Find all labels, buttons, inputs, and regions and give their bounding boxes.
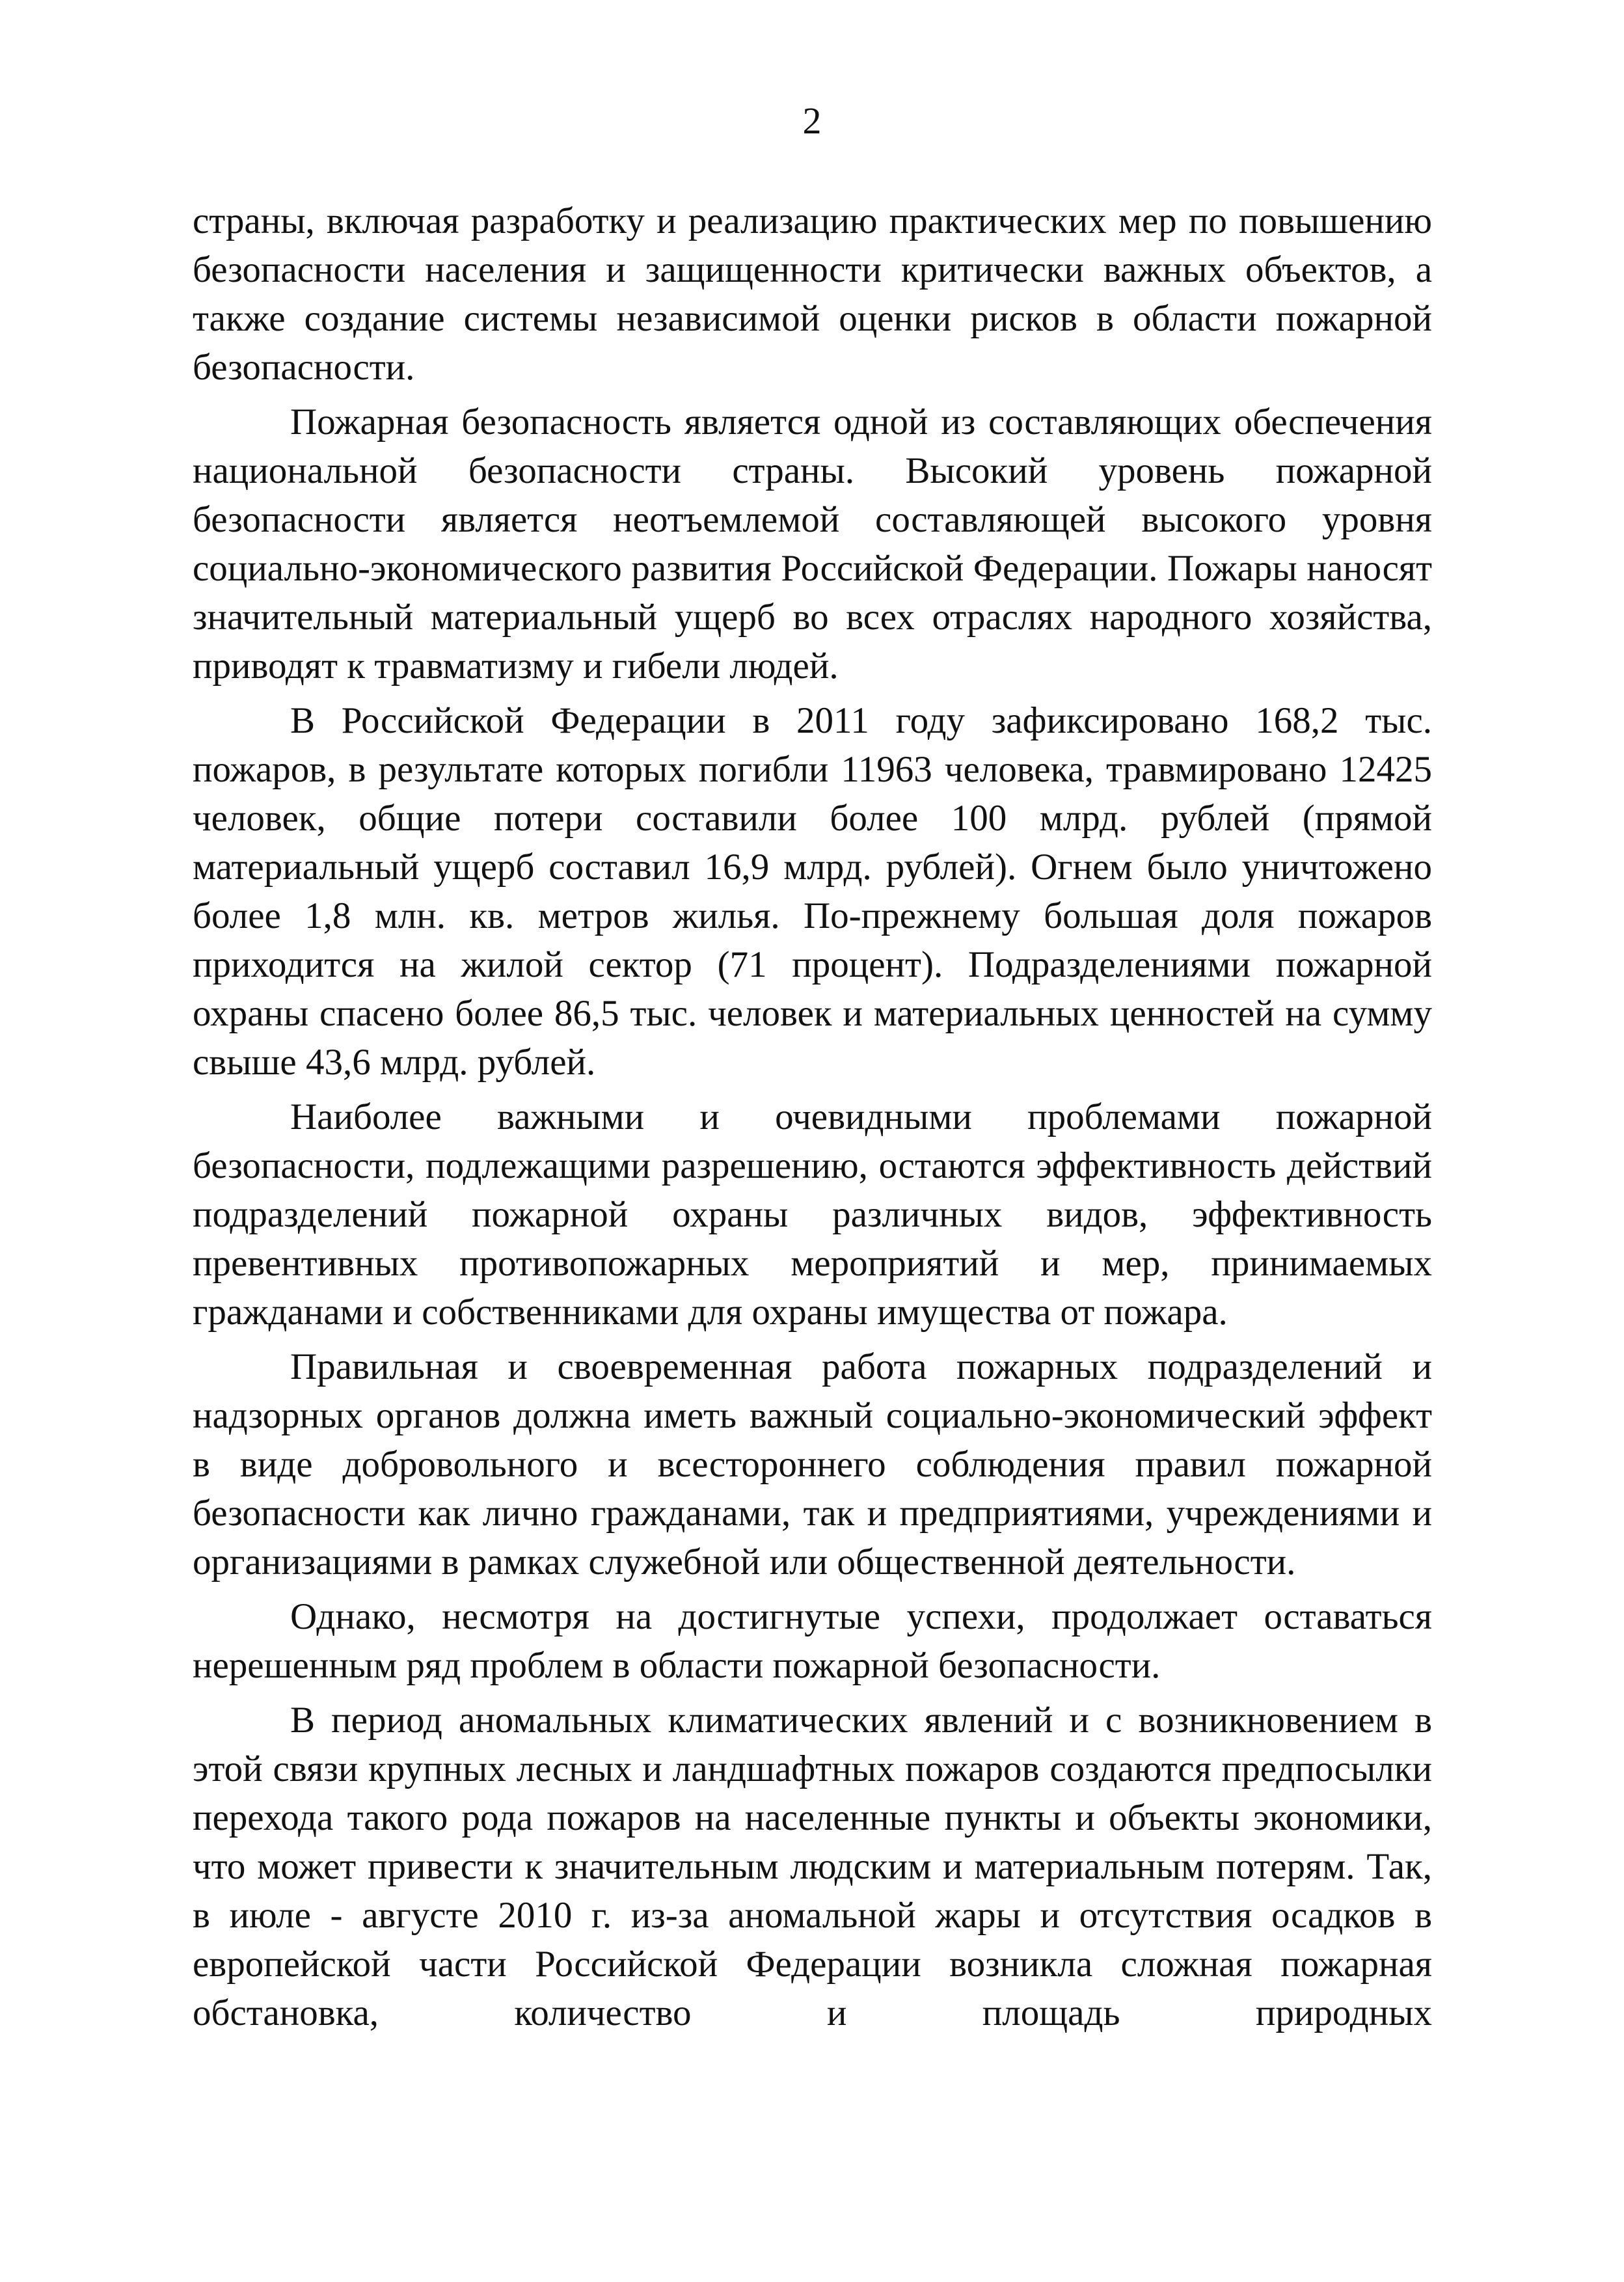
paragraph-5: Правильная и своевременная работа пожарных подразделений и надзорных органов должна иметь важный социально-экономический эффект в виде добровольного и всестороннего соблюдения правил пожарной безопасности как лично гражданами, так и предприятиями, учреждениями и организациями в рамках служебной или общественной деятельности. — [193, 1346, 1432, 1582]
paragraph-4: Наиболее важными и очевидными проблемами пожарной безопасности, подлежащими разрешению, остаются эффективность действий подразделений пожарной охраны различных видов, эффективность превентивных противопожарных мероприятий и мер, принимаемых гражданами и собственниками для охраны имущества от пожара. — [193, 1096, 1432, 1333]
body-text — [193, 197, 1432, 2037]
paragraph-2: Пожарная безопасность является одной из составляющих обеспечения национальной безопасности страны. Высокий уровень пожарной безопасности является неотъемлемой составляющей высокого уровня социально-экономического развития Российской Федерации. Пожары наносят значительный материальный ущерб во всех отраслях народного хозяйства, приводят к травматизму и гибели людей. — [193, 401, 1432, 686]
paragraph-3: В Российской Федерации в 2011 году зафиксировано 168,2 тыс. пожаров, в результате которых погибли 11963 человека, травмировано 12425 человек, общие потери составили более 100 млрд. рублей (прямой материальный ущерб составил 16,9 млрд. рублей). Огнем было уничтожено более 1,8 млн. кв. метров жилья. По-прежнему большая доля пожаров приходится на жилой сектор (71 процент). Подразделениями пожарной охраны спасено более 86,5 тыс. человек и материальных ценностей на сумму свыше 43,6 млрд. рублей. — [193, 700, 1432, 1083]
page-number: 2 — [802, 100, 822, 142]
paragraph-1: страны, включая разработку и реализацию практических мер по повышению безопасности населения и защищенности критически важных объектов, а также создание системы независимой оценки рисков в области пожарной безопасности. — [193, 200, 1432, 388]
paragraph-7: В период аномальных климатических явлений и с возникновением в этой связи крупных лесных и ландшафтных пожаров создаются предпосылки перехода такого рода пожаров на населенные пункты и объекты экономики, что может привести к значительным людским и материальным потерям. Так, в июле - августе 2010 г. из-за аномальной жары и отсутствия осадков в европейской части Российской Федерации возникла сложная пожарная обстановка, количество и площадь природных — [193, 1700, 1432, 2033]
paragraph-6: Однако, несмотря на достигнутые успехи, продолжает оставаться нерешенным ряд проблем в области пожарной безопасности. — [193, 1596, 1432, 1686]
